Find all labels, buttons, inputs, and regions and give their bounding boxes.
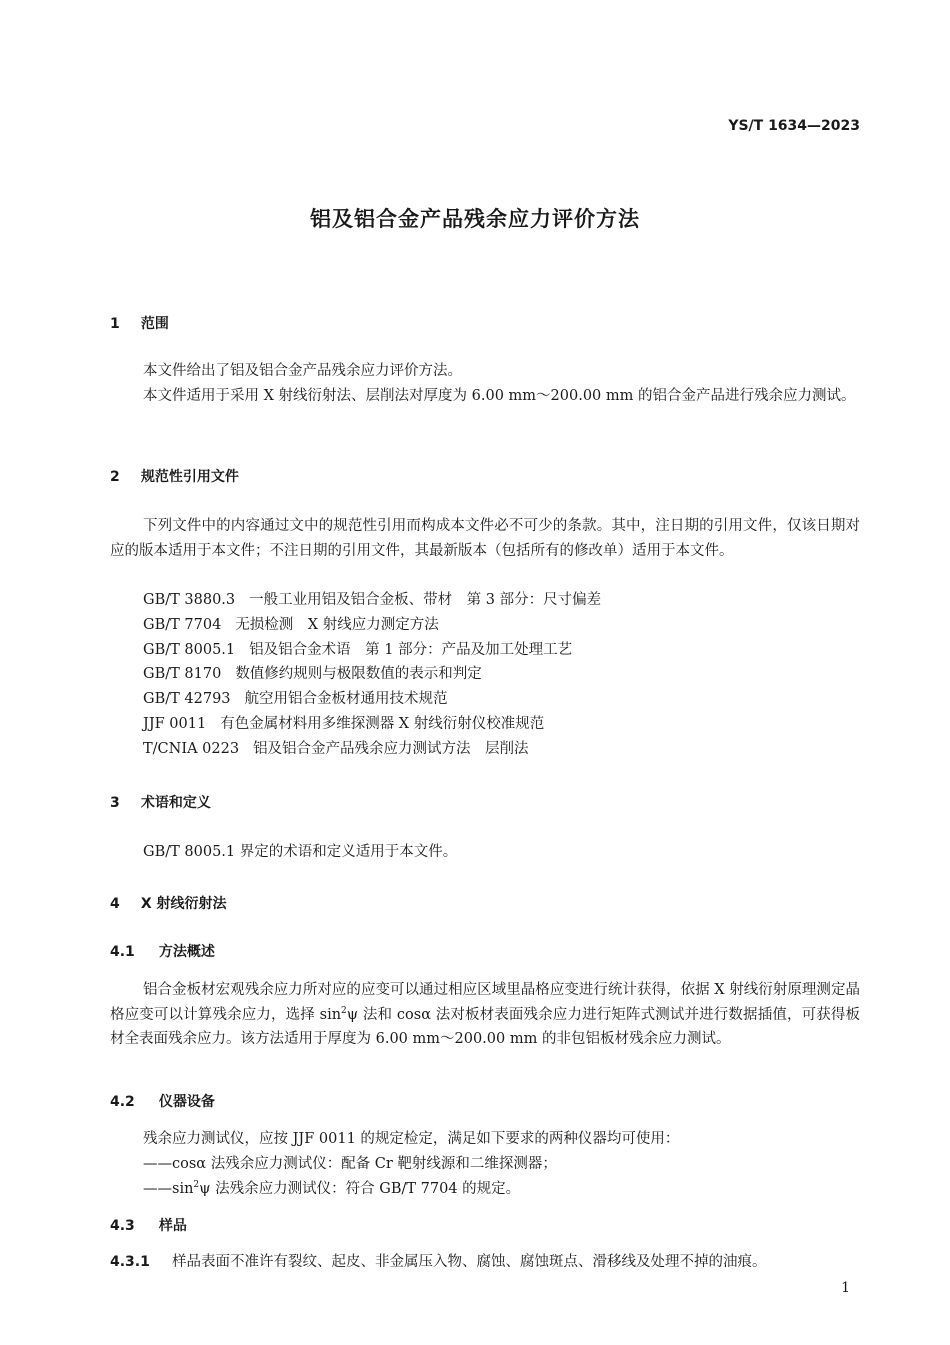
clause-text: 样品表面不准许有裂纹、起皮、非金属压入物、腐蚀、腐蚀斑点、滑移线及处理不掉的油痕。 xyxy=(172,1254,767,1270)
reference-code: GB/T 7704 xyxy=(143,617,222,633)
reference-code: GB/T 8170 xyxy=(143,666,222,682)
reference-title: 一般工业用铝及铝合金板、带材 第 3 部分：尺寸偏差 xyxy=(249,592,602,608)
subsection-title: 仪器设备 xyxy=(158,1094,215,1110)
reference-title: 有色金属材料用多维探测器 X 射线衍射仪校准规范 xyxy=(220,716,545,732)
reference-title: 铝及铝合金产品残余应力测试方法 层削法 xyxy=(253,741,529,757)
equipment-item: ——cosα 法残余应力测试仪：配备 Cr 靶射线源和二维探测器； xyxy=(143,1156,557,1172)
reference-title: 航空用铝合金板材通用技术规范 xyxy=(244,691,448,707)
reference-item xyxy=(143,588,601,613)
subsection-4-2-heading xyxy=(110,1091,215,1111)
subsection-number: 4.2 xyxy=(110,1094,135,1110)
subsection-4-1-heading xyxy=(110,941,215,961)
equipment-item: $——\sin^2\psi$ 法残余应力测试仪：符合 GB/T 7704 的规定。 xyxy=(143,1180,521,1197)
clause-4-3-1 xyxy=(110,1250,767,1275)
section-number: 1 xyxy=(110,316,120,332)
terms-paragraph: GB/T 8005.1 界定的术语和定义适用于本文件。 xyxy=(143,844,458,860)
document-title: 铝及铝合金产品残余应力评价方法 xyxy=(310,207,640,231)
clause-number: 4.3.1 xyxy=(110,1254,150,1270)
section-title: 术语和定义 xyxy=(140,795,211,811)
reference-item xyxy=(143,737,529,762)
reference-item xyxy=(143,638,572,663)
reference-item xyxy=(143,662,482,687)
subsection-title: 样品 xyxy=(158,1218,187,1234)
reference-code: GB/T 3880.3 xyxy=(143,592,236,608)
section-number: 4 xyxy=(110,896,120,912)
reference-code: GB/T 8005.1 xyxy=(143,642,236,658)
section-title: X 射线衍射法 xyxy=(140,896,227,912)
section-3-heading xyxy=(110,792,211,812)
method-overview-paragraph: 铝合金板材宏观残余应力所对应的应变可以通过相应区域里晶格应变进行统计获得，依据 X 射线衍射原理测定晶格应变可以计算残余应力，选择 $\sin^2\psi$ 法和 cosα 法对板材表面残余应力进行矩阵式测试并进行数据插值，可获得板材全表面残余应力。该方法适用于厚度为 6.00 mm～200.00 mm 的非包铝板材残余应力测试。 xyxy=(110,982,860,1047)
subsection-4-3-heading xyxy=(110,1215,187,1235)
section-1-heading xyxy=(110,313,169,333)
section-number: 3 xyxy=(110,795,120,811)
section-title: 规范性引用文件 xyxy=(140,469,239,485)
reference-title: 铝及铝合金术语 第 1 部分：产品及加工处理工艺 xyxy=(249,642,573,658)
section-number: 2 xyxy=(110,469,120,485)
scope-paragraph-2: 本文件适用于采用 X 射线衍射法、层削法对厚度为 6.00 mm～200.00 mm 的铝合金产品进行残余应力测试。 xyxy=(143,388,856,404)
section-4-heading xyxy=(110,893,227,913)
subsection-title: 方法概述 xyxy=(158,944,215,960)
reference-code: JJF 0011 xyxy=(143,716,207,732)
reference-code: T/CNIA 0223 xyxy=(143,741,240,757)
subsection-number: 4.3 xyxy=(110,1218,135,1234)
standard-number: YS/T 1634—2023 xyxy=(728,118,860,134)
reference-title: 数值修约规则与极限数值的表示和判定 xyxy=(235,666,482,682)
section-title: 范围 xyxy=(140,316,169,332)
subsection-number: 4.1 xyxy=(110,944,135,960)
reference-item xyxy=(143,712,544,737)
page-number: 1 xyxy=(841,1280,850,1296)
reference-title: 无损检测 X 射线应力测定方法 xyxy=(235,617,439,633)
reference-code: GB/T 42793 xyxy=(143,691,231,707)
references-intro: 下列文件中的内容通过文中的规范性引用而构成本文件必不可少的条款。其中，注日期的引用文件，仅该日期对应的版本适用于本文件；不注日期的引用文件，其最新版本（包括所有的修改单）适用于本文件。 xyxy=(110,518,860,559)
reference-item xyxy=(143,687,448,712)
scope-paragraph-1: 本文件给出了铝及铝合金产品残余应力评价方法。 xyxy=(143,363,462,379)
reference-item xyxy=(143,613,439,638)
section-2-heading xyxy=(110,466,239,486)
equipment-paragraph: 残余应力测试仪，应按 JJF 0011 的规定检定，满足如下要求的两种仪器均可使用： xyxy=(143,1131,680,1147)
